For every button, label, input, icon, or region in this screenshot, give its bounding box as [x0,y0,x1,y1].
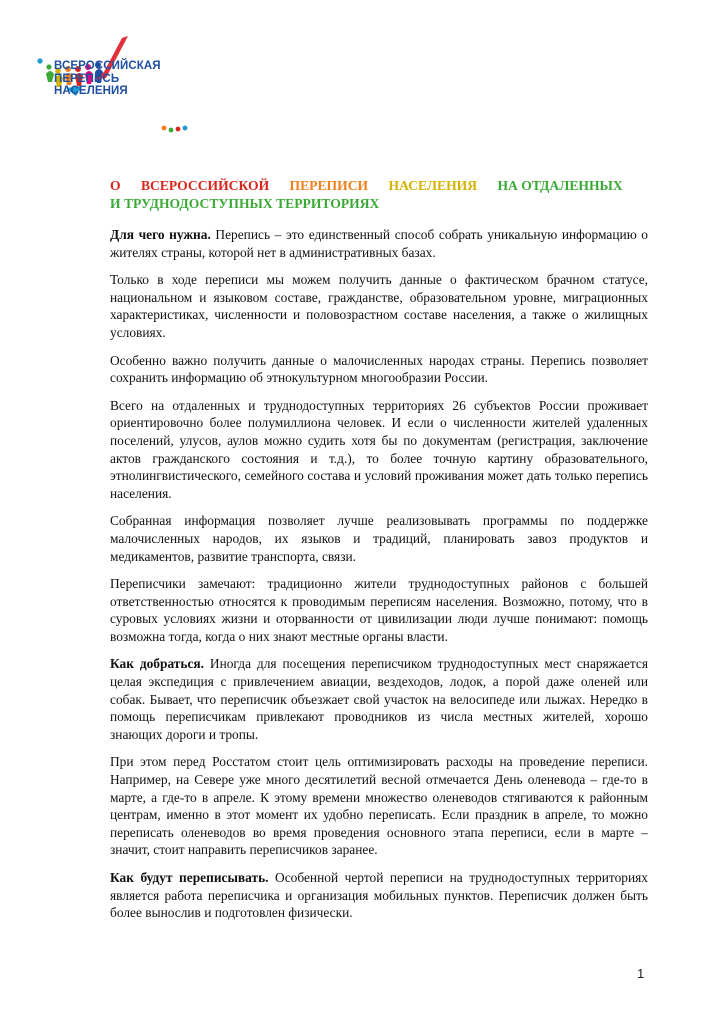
paragraph-text: При этом перед Росстатом стоит цель оптимизировать расходы на проведение переписи. Например, на Севере уже много десятилетий весной отмечается День оленевода – где-то в марте, а где-то в апреле. К этому времени множество оленеводов стягиваются к районным центрам, именно в этот момент их удобно переписать. Если праздник в апреле, то можно переписать оленеводов во время проведения основного этапа переписи, если в марте – значит, стоит направить переписчиков заранее. [110,754,648,858]
logo-line-1: ВСЕРОССИЙСКАЯ [54,60,161,72]
title-word-4: НАСЕЛЕНИЯ [388,178,478,193]
logo-small-dot [169,128,174,133]
paragraph [110,271,648,341]
title-word-2: ВСЕРОССИЙСКОЙ [140,178,270,193]
title-word-3: ПЕРЕПИСИ [289,178,369,193]
logo-dot [46,64,51,69]
paragraph [110,869,648,922]
title-word-1: О [110,178,121,193]
title-word-5: НА ОТДАЛЕННЫХ [497,178,623,193]
paragraph-text: Переписчики замечают: традиционно жители труднодоступных районов с большей ответственностью относятся к проводимым переписям населения. Возможно, потому, что в суровых условиях жизни и оторванности от цивилизации люди лучше понимают: помощь возможна тогда, когда о них знают местные органы власти. [110,576,648,644]
logo-small-dot [183,126,188,131]
paragraph [110,753,648,859]
paragraph-lead: Для чего нужна. [110,227,211,242]
paragraph-text: Только в ходе переписи мы можем получить данные о фактическом брачном статусе, национальном и языковом составе, гражданстве, образовательном уровне, миграционных характеристиках, численности и половозрастном составе населения, а также о жилищных условиях. [110,272,648,340]
paragraph-text: Особенно важно получить данные о малочисленных народах страны. Перепись позволяет сохранить информацию об этнокультурном многообразии России. [110,352,648,386]
paragraph [110,512,648,565]
paragraph [110,397,648,503]
logo-line-3: НАСЕЛЕНИЯ [54,85,128,97]
paragraph-lead: Как добраться. [110,656,204,672]
paragraph-text: Перепись – это единственный способ собрать уникальную информацию о жителях страны, которой нет в административных базах. [110,227,649,260]
paragraph-lead: Как будут переписывать. [110,870,269,885]
paragraph-text: Всего на отдаленных и труднодоступных территориях 26 субъектов России проживает ориентировочно более полумиллиона человек. И если о численности жителей удаленных поселений, улусов, аулов можно судить хотя бы по документам (регистрация, заключение актов гражданского состояния и т.д.), то более точную картину образовательного, этнолингвистического, семейного состава и условий проживания может дать только перепись населения. [110,397,648,501]
logo-dot [37,58,42,63]
logo-small-dot [176,127,181,132]
page-number: 1 [637,966,645,981]
paragraph-text: Особенной чертой переписи на труднодоступных территориях является работа переписчика и организация мобильных пунктов. Переписчик должен быть более вынослив и подготовлен физически. [110,870,648,921]
paragraph [110,655,648,743]
paragraph [110,226,648,261]
logo-wordmark [54,60,161,98]
document-body [110,226,648,932]
paragraph [110,352,648,387]
logo-line-2: ПЕРЕПИСЬ [54,72,120,85]
logo-small-dot [162,126,167,131]
paragraph-text: Иногда для посещения переписчиком труднодоступных мест снаряжается целая экспедиция с привлечением авиации, вездеходов, лодок, а порой даже оленей или собак. Бывает, что переписчик объезжает свой участок на велосипеде или лыжах. Нередко в помощь переписчикам привлекают проводников из числа местных жителей, хорошо знающих дороги и тропы. [110,656,648,742]
document-title [110,177,650,213]
paragraph-text: Собранная информация позволяет лучше реализовывать программы по поддержке малочисленных народов, их языков и традиций, планировать завоз продуктов и медикаментов, развитие транспорта, связи. [110,513,648,564]
title-word-6: И ТРУДНОДОСТУПНЫХ ТЕРРИТОРИЯХ [110,196,380,211]
paragraph [110,575,648,645]
logo-figure [46,71,54,82]
